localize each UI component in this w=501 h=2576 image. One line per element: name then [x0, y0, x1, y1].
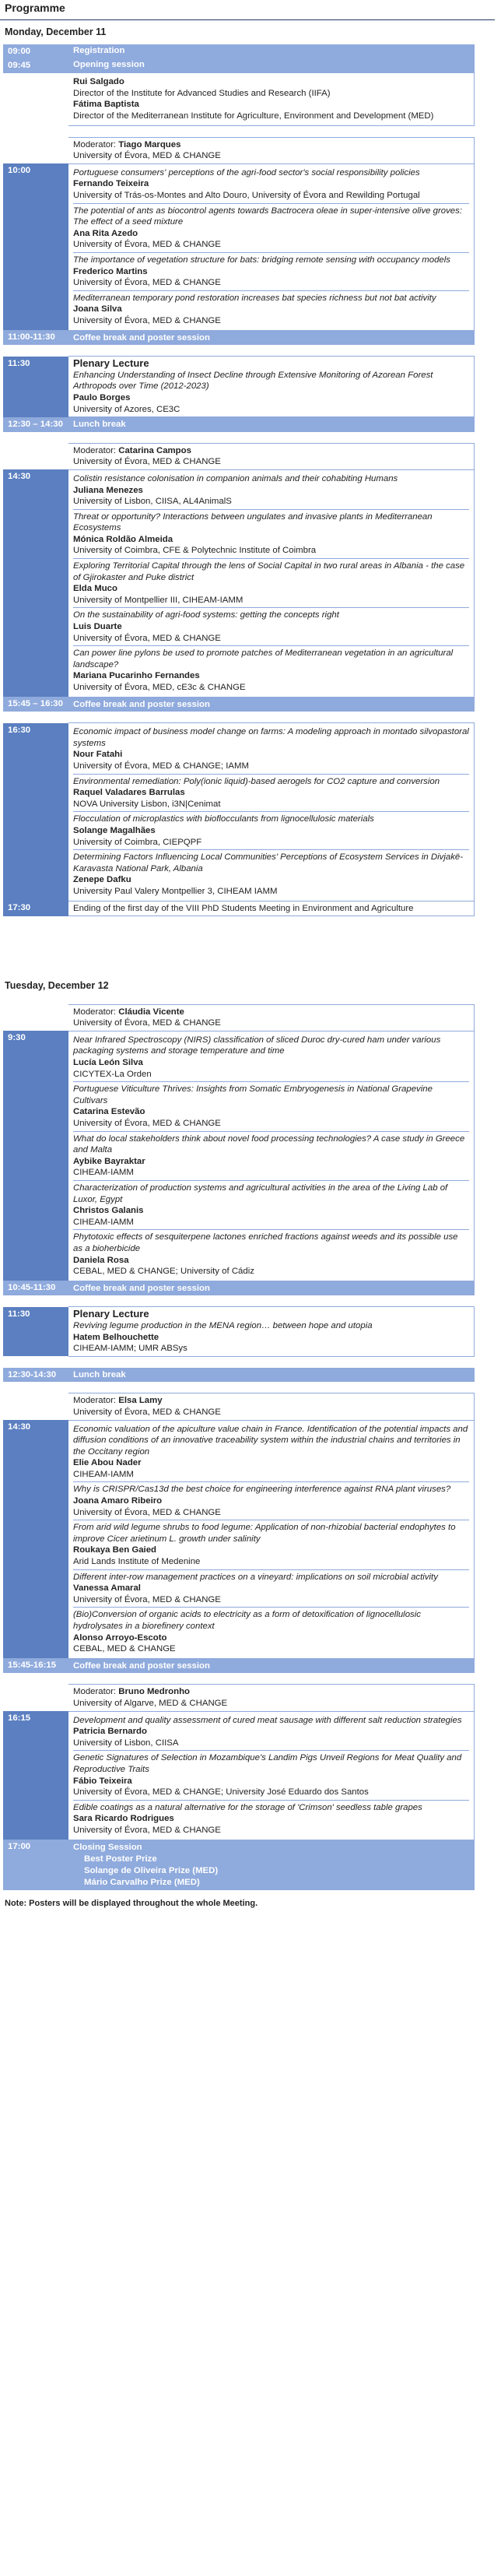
- speaker-affiliation: University of Évora, MED & CHANGE: [73, 1594, 221, 1604]
- coffee-break-row: [3, 330, 475, 345]
- closing-heading: Closing Session: [73, 1842, 142, 1852]
- talk-item: [73, 1800, 469, 1838]
- speaker-name: Frederico Martins: [73, 266, 148, 276]
- speaker-name: Rui Salgado: [73, 77, 124, 87]
- talk-title: Portuguese consumers' perceptions of the agri-food sector's social responsibility policies: [73, 167, 420, 177]
- speaker-name: Elie Abou Nader: [73, 1458, 142, 1468]
- moderator-name: Elsa Lamy: [118, 1396, 163, 1406]
- session-row: [3, 1031, 475, 1281]
- time-cell: 11:00-11:30: [3, 330, 68, 345]
- time-cell: 17:00: [3, 1840, 68, 1890]
- session-row: [3, 1393, 475, 1420]
- day2-table-session2: [3, 1393, 475, 1673]
- talk-title: The potential of ants as biocontrol agents towards Bactrocera oleae in super-intensive olive groves: The effect of a seed mixture: [73, 206, 462, 227]
- speaker-name: Juliana Menezes: [73, 485, 143, 495]
- talk-item: [73, 1131, 469, 1180]
- plenary-heading: Plenary Lecture: [73, 1308, 149, 1320]
- talk-item: [73, 1607, 469, 1656]
- opening-label: Opening session: [68, 58, 475, 73]
- speaker-affiliation: University Paul Valery Montpellier 3, CIHEAM IAMM: [73, 886, 278, 896]
- coffee-break-row: [3, 1281, 475, 1295]
- moderator-block: Moderator: Catarina Campos University of Évora, MED & CHANGE: [68, 443, 475, 469]
- speaker-name: Luis Duarte: [73, 622, 122, 632]
- speaker-name: Mónica Roldão Almeida: [73, 534, 173, 544]
- speaker-name: Fábio Teixeira: [73, 1776, 132, 1786]
- moderator-block: Moderator: Elsa Lamy University of Évora, MED & CHANGE: [68, 1393, 475, 1420]
- session-row: [3, 137, 475, 163]
- day2-heading: Tuesday, December 12: [5, 980, 109, 992]
- speaker-name: Fernando Teixeira: [73, 179, 149, 189]
- talk-item: [73, 811, 469, 849]
- registration-label: Registration: [68, 44, 475, 59]
- talk-title: Near Infrared Spectroscopy (NIRS) classification of sliced Duroc dry-cured ham under various packaging systems and storage temperature and time: [73, 1035, 441, 1056]
- speaker-name: Christos Galanis: [73, 1206, 144, 1216]
- talk-title: Genetic Signatures of Selection in Mozambique's Landim Pigs Unveil Regions for Meat Quality and Reproductive Traits: [73, 1753, 462, 1774]
- talk-item: [73, 1422, 469, 1482]
- coffee-break-row: [3, 1658, 475, 1673]
- plenary-heading: Plenary Lecture: [73, 357, 149, 370]
- talk-title: Edible coatings as a natural alternative for the storage of 'Crimson' seedless table grapes: [73, 1802, 422, 1812]
- ending-text: Ending of the first day of the VIII PhD Students Meeting in Environment and Agriculture: [68, 901, 475, 916]
- day1-table-a: [3, 44, 475, 126]
- talk-title: Characterization of production systems and agricultural activities in the area of the Living Lab of Luxor, Egypt: [73, 1183, 448, 1204]
- speaker-name: Raquel Valadares Barrulas: [73, 788, 185, 798]
- opening-row: [3, 58, 475, 73]
- talk-title: Portuguese Viticulture Thrives: Insights from Somatic Embryogenesis in National Grapevine Cultivars: [73, 1084, 433, 1105]
- speaker-affiliation: University of Montpellier III, CIHEAM-IAMM: [73, 595, 243, 605]
- talk-item: [73, 849, 469, 898]
- moderator-affiliation: University of Évora, MED & CHANGE: [73, 151, 221, 161]
- time-cell: 11:30: [3, 357, 68, 417]
- day1-table-session1: [3, 137, 475, 346]
- time-cell: 16:30: [3, 723, 68, 901]
- day2-table-session1: [3, 1004, 475, 1296]
- speaker-name: Fátima Baptista: [73, 100, 139, 110]
- talk-item: [73, 203, 469, 252]
- moderator-affiliation: University of Évora, MED & CHANGE: [73, 457, 221, 467]
- speaker-affiliation: University of Évora, MED, cE3c & CHANGE: [73, 683, 246, 692]
- talk-item: [73, 1520, 469, 1569]
- closing-block: [68, 1840, 475, 1890]
- session-row: [3, 469, 475, 697]
- closing-item: Best Poster Prize: [84, 1854, 157, 1864]
- speaker-affiliation: CIHEAM-IAMM: [73, 1469, 134, 1479]
- talk-title: (Bio)Conversion of organic acids to electricity as a form of detoxification of lignocellulosic hydrolysates in a biorefinery context: [73, 1610, 421, 1631]
- talk-title: Determining Factors Influencing Local Communities' Perceptions of Ecosystem Services in Divjakë-Karavasta National Park, Albania: [73, 852, 464, 873]
- speaker-affiliation: University of Évora, MED & CHANGE: [73, 1119, 221, 1129]
- time-cell: 17:30: [3, 901, 68, 916]
- speaker-block: [73, 75, 469, 123]
- session-row: [3, 163, 475, 330]
- talk-item: [73, 774, 469, 812]
- speaker-affiliation: Director of the Mediterranean Institute for Agriculture, Environment and Development (MED): [73, 111, 434, 121]
- talk-title: Phytotoxic effects of sesquiterpene lactones enriched fractions against weeds and its possible use as a bioherbicide: [73, 1232, 458, 1253]
- speaker-name: Sara Ricardo Rodrigues: [73, 1814, 174, 1824]
- welcome-row: [3, 73, 475, 125]
- coffee-break-label: Coffee break and poster session: [68, 330, 475, 345]
- lunch-row: [3, 417, 475, 432]
- day1-table-session3: [3, 722, 475, 916]
- day2-table-plenary: [3, 1306, 475, 1356]
- talk-item: [73, 509, 469, 558]
- talk-title: Reviving legume production in the MENA region… between hope and utopia: [73, 1320, 373, 1330]
- plenary-row: [3, 1307, 475, 1356]
- speaker-name: Paulo Borges: [73, 392, 131, 402]
- speaker-name: Roukaya Ben Gaied: [73, 1545, 156, 1555]
- time-cell: 15:45 – 16:30: [3, 697, 68, 712]
- talk-item: [73, 1569, 469, 1608]
- speaker-name: Nour Fatahi: [73, 750, 123, 760]
- speaker-affiliation: University of Évora, MED & CHANGE: [73, 278, 221, 288]
- closing-item: Mário Carvalho Prize (MED): [84, 1877, 200, 1887]
- talk-title: The importance of vegetation structure for bats: bridging remote sensing with occupancy models: [73, 255, 450, 265]
- speaker-affiliation: University of Lisbon, CIISA: [73, 1738, 179, 1748]
- speaker-affiliation: NOVA University Lisbon, i3N|Cenimat: [73, 799, 221, 809]
- talk-item: [73, 607, 469, 645]
- talk-title: Why is CRISPR/Cas13d the best choice for engineering interference against RNA plant viruses?: [73, 1485, 451, 1495]
- speaker-affiliation: Arid Lands Institute of Medenine: [73, 1557, 201, 1567]
- speaker-affiliation: CICYTEX-La Orden: [73, 1069, 152, 1079]
- speaker-name: Aybike Bayraktar: [73, 1156, 145, 1166]
- talk-item: [73, 645, 469, 694]
- talk-item: [73, 1750, 469, 1799]
- day1-heading: Monday, December 11: [5, 26, 107, 37]
- time-cell: 10:00: [3, 163, 68, 330]
- talk-item: [73, 1229, 469, 1278]
- moderator-name: Bruno Medronho: [118, 1687, 190, 1697]
- session-row: [3, 1004, 475, 1031]
- speaker-name: Patricia Bernardo: [73, 1727, 147, 1737]
- time-cell: 11:30: [3, 1307, 68, 1356]
- moderator-name: Cláudia Vicente: [118, 1007, 184, 1017]
- talk-title: Flocculation of microplastics with bioflocculants from lignocellulosic materials: [73, 814, 374, 824]
- talk-item: [73, 558, 469, 607]
- talk-item: [73, 1180, 469, 1229]
- speaker-name: Zenepe Dafku: [73, 875, 131, 885]
- time-cell: 12:30-14:30: [3, 1368, 68, 1383]
- coffee-break-label: Coffee break and poster session: [68, 1658, 475, 1673]
- session-row: [3, 443, 475, 469]
- speaker-name: Catarina Estevão: [73, 1107, 145, 1117]
- talk-title: What do local stakeholders think about novel food processing technologies? A case study in Greece and Malta: [73, 1133, 465, 1155]
- moderator-affiliation: University of Algarve, MED & CHANGE: [73, 1698, 228, 1708]
- talk-item: [73, 1033, 469, 1081]
- lunch-label: Lunch break: [68, 1368, 475, 1383]
- speaker-affiliation: University of Coimbra, CFE & Polytechnic Institute of Coimbra: [73, 546, 317, 556]
- speaker-affiliation: CIHEAM-IAMM: [73, 1217, 134, 1227]
- talk-item: [73, 252, 469, 290]
- day2-table-lunch: [3, 1368, 475, 1383]
- speaker-name: Vanessa Amaral: [73, 1583, 141, 1594]
- talk-title: On the sustainability of agri-food systems: getting the concepts right: [73, 610, 339, 620]
- moderator-block: Moderator: Cláudia Vicente University of Évora, MED & CHANGE: [68, 1004, 475, 1031]
- speaker-affiliation: Director of the Institute for Advanced Studies and Research (IIFA): [73, 88, 331, 98]
- speaker-name: Mariana Pucarinho Fernandes: [73, 671, 200, 681]
- speaker-affiliation: CIHEAM-IAMM: [73, 1168, 134, 1178]
- moderator-name: Tiago Marques: [118, 139, 181, 149]
- time-cell: 15:45-16:15: [3, 1658, 68, 1673]
- talk-title: Colistin resistance colonisation in companion animals and their cohabiting Humans: [73, 473, 398, 483]
- speaker-affiliation: CIHEAM-IAMM; UMR ABSys: [73, 1344, 187, 1354]
- day1-table-session2: [3, 443, 475, 712]
- talk-item: [73, 1081, 469, 1130]
- time-cell: 14:30: [3, 469, 68, 697]
- speaker-name: Elda Muco: [73, 584, 117, 594]
- time-cell: 14:30: [3, 1420, 68, 1658]
- speaker-affiliation: University of Évora, MED & CHANGE; IAMM: [73, 761, 249, 771]
- moderator-affiliation: University of Évora, MED & CHANGE: [73, 1018, 221, 1028]
- talk-item: [73, 1713, 469, 1751]
- speaker-name: Daniela Rosa: [73, 1255, 129, 1265]
- closing-item: Solange de Oliveira Prize (MED): [84, 1865, 219, 1875]
- coffee-break-label: Coffee break and poster session: [68, 697, 475, 712]
- speaker-name: Ana Rita Azedo: [73, 228, 138, 238]
- speaker-affiliation: University of Évora, MED & CHANGE: [73, 1507, 221, 1517]
- talk-title: Exploring Territorial Capital through the lens of Social Capital in two rural areas in Albania - the case of Gjirokaster and Puke district: [73, 561, 465, 582]
- talk-item: [73, 1481, 469, 1520]
- talk-item: [73, 472, 469, 509]
- day1-table-plenary: [3, 356, 475, 432]
- time-cell: 10:45-11:30: [3, 1281, 68, 1295]
- coffee-break-row: [3, 697, 475, 712]
- time-cell: 12:30 – 14:30: [3, 417, 68, 432]
- moderator-block: Moderator: Tiago Marques University of Évora, MED & CHANGE: [68, 137, 475, 163]
- speaker-affiliation: CEBAL, MED & CHANGE: [73, 1644, 176, 1654]
- speaker-affiliation: University of Évora, MED & CHANGE: [73, 240, 221, 250]
- speaker-name: Hatem Belhouchette: [73, 1332, 159, 1342]
- talk-title: Economic impact of business model change on farms: A modeling approach in montado silvopastoral systems: [73, 727, 469, 748]
- speaker-name: Solange Magalhães: [73, 825, 156, 835]
- talk-title: Can power line pylons be used to promote patches of Mediterranean vegetation in an agricultural landscape?: [73, 648, 454, 669]
- speaker-affiliation: University of Évora, MED & CHANGE: [73, 1825, 221, 1835]
- speaker-name: Joana Amaro Ribeiro: [73, 1496, 163, 1506]
- talk-title: From arid wild legume shrubs to food legume: Application of non-rhizobial bacterial endophytes to improve Cicer arietinum L. growth under salinity: [73, 1523, 456, 1544]
- speaker-affiliation: University of Trás-os-Montes and Alto Douro, University of Évora and Rewilding Portugal: [73, 191, 420, 201]
- lunch-row: [3, 1368, 475, 1383]
- speaker-affiliation: University of Évora, MED & CHANGE: [73, 633, 221, 643]
- speaker-affiliation: University of Évora, MED & CHANGE: [73, 315, 221, 325]
- ending-row: [3, 901, 475, 916]
- time-cell: 16:15: [3, 1711, 68, 1840]
- speaker-affiliation: CEBAL, MED & CHANGE; University of Cádiz: [73, 1267, 254, 1277]
- talk-title: Enhancing Understanding of Insect Decline through Extensive Monitoring of Azorean Forest Arthropods over Time (2012-2023): [73, 370, 433, 392]
- lunch-label: Lunch break: [68, 417, 475, 432]
- talk-item: [73, 725, 469, 773]
- talk-title: Threat or opportunity? Interactions between ungulates and invasive plants in Mediterranean Ecosystems: [73, 511, 433, 533]
- speaker-name: Joana Silva: [73, 304, 122, 315]
- speaker-affiliation: University of Azores, CE3C: [73, 404, 180, 414]
- talk-title: Economic valuation of the apiculture value chain in France. Identification of the potential impacts and diffusion conditions of an innovative traceability system within the industrial chains and territories in the Occitany region: [73, 1424, 468, 1457]
- talk-title: Different inter-row management practices on a vineyard: implications on soil microbial activity: [73, 1572, 438, 1582]
- talk-item: [73, 290, 469, 329]
- session-row: [3, 723, 475, 901]
- time-cell: 09:00: [3, 44, 68, 59]
- talk-title: Environmental remediation: Poly(ionic liquid)-based aerogels for CO2 capture and conversion: [73, 776, 440, 786]
- speaker-affiliation: University of Lisbon, CIISA, AL4AnimalS: [73, 497, 232, 507]
- moderator-affiliation: University of Évora, MED & CHANGE: [73, 1407, 221, 1417]
- speaker-affiliation: University of Évora, MED & CHANGE; University José Eduardo dos Santos: [73, 1787, 369, 1798]
- speaker-affiliation: University of Coimbra, CIEPQPF: [73, 837, 202, 847]
- session-row: [3, 1685, 475, 1711]
- talk-title: Development and quality assessment of cured meat sausage with different salt reduction strategies: [73, 1715, 462, 1725]
- time-cell: 9:30: [3, 1031, 68, 1281]
- talk-item: [73, 166, 469, 203]
- moderator-block: Moderator: Bruno Medronho University of Algarve, MED & CHANGE: [68, 1685, 475, 1711]
- moderator-name: Catarina Campos: [118, 445, 191, 455]
- day2-table-session3: [3, 1684, 475, 1889]
- speaker-name: Lucía León Silva: [73, 1058, 143, 1068]
- closing-row: [3, 1840, 475, 1890]
- footnote: Note: Posters will be displayed throughout the whole Meeting.: [5, 1898, 258, 1908]
- plenary-row: [3, 357, 475, 417]
- session-row: [3, 1711, 475, 1840]
- coffee-break-label: Coffee break and poster session: [68, 1281, 475, 1295]
- session-row: [3, 1420, 475, 1658]
- registration-row: [3, 44, 475, 59]
- talk-title: Mediterranean temporary pond restoration increases bat species richness but not bat activity: [73, 293, 436, 303]
- page-title: Programme: [0, 0, 495, 20]
- time-cell: 09:45: [3, 58, 68, 73]
- speaker-name: Alonso Arroyo-Escoto: [73, 1632, 167, 1643]
